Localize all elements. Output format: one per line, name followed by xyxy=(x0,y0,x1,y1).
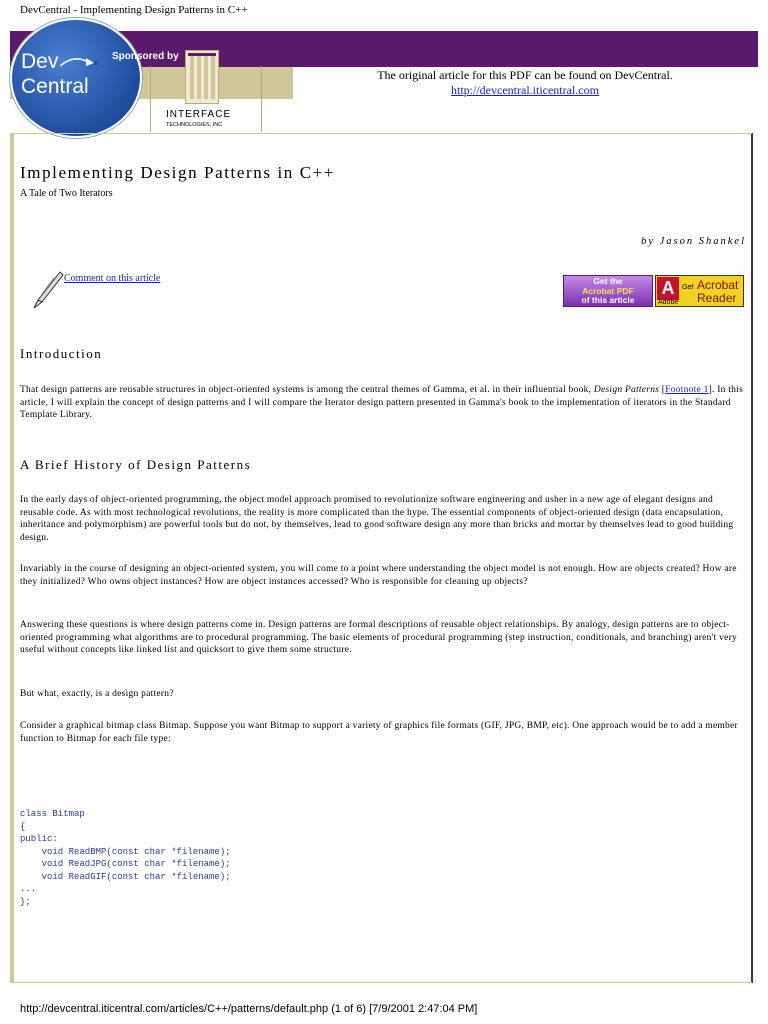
section-heading-history: A Brief History of Design Patterns xyxy=(20,457,252,472)
intro-text-a: That design patterns are reusable structures in object-oriented systems is among the central themes of Gamma, et al. in their influential book, xyxy=(20,385,592,395)
adobe-icon: A xyxy=(657,277,679,300)
sponsor-name: INTERFACE xyxy=(166,109,232,120)
get-label: Get xyxy=(682,284,694,291)
section-heading-introduction: Introduction xyxy=(20,346,103,361)
history-paragraph-3: Answering these questions is where design patterns come in. Design patterns are formal descriptions of reusable object relationships. By analogy, design patterns are to object-oriented programming what algorithms are to procedural programming. The basic elements of procedural programming (step instruction, conditionals, and branching) aren't very useful without concepts like linked list and quicksort to give them some structure. xyxy=(20,620,737,656)
intro-paragraph: That design patterns are reusable structures in object-oriented systems is among the central themes of Gamma, et al. in their influential book, Design Patterns [Footnote 1]. In this article, I will explain the concept of design patterns and I will compare the Iterator design pattern presented in Gamma's book to the implementation of iterators in the Standard Template Library. xyxy=(20,385,744,421)
original-article-link[interactable]: http://devcentral.iticentral.com xyxy=(451,83,599,97)
arrow-icon xyxy=(60,56,100,70)
comment-link[interactable]: Comment on this article xyxy=(64,273,161,284)
book-title: Design Patterns xyxy=(593,385,660,395)
pdf-badge-line3: of this article xyxy=(581,295,635,305)
pen-icon[interactable] xyxy=(30,270,64,310)
sponsor-subtitle: TECHNOLOGIES, INC xyxy=(166,122,223,128)
acrobat-label: Acrobat xyxy=(697,278,739,292)
header-divider xyxy=(14,133,752,134)
original-article-note xyxy=(300,68,750,98)
logo-text-central: Central xyxy=(21,75,89,98)
article-title: Implementing Design Patterns in C++ xyxy=(20,163,336,182)
article-byline: by Jason Shankel xyxy=(641,236,746,247)
print-footer: http://devcentral.iticentral.com/articles/C++/patterns/default.php (1 of 6) [7/9/2001 2:47:04 PM] xyxy=(20,1003,478,1015)
history-paragraph-1: In the early days of object-oriented programming, the object model approach promised to revolutionize software engineering and usher in a new age of elegant designs and reusable code. As with most technological revolutions, the reality is more complicated than the hype. The essential components of object-oriented design (data encapsulation, inheritance and polymorphism) are powerful tools but do not, by themselves, lead to good software design any more than bricks and mortar by themselves lead to good building design. xyxy=(20,495,734,543)
footnote-link[interactable]: Footnote 1 xyxy=(665,385,709,395)
intro-text-b: ]. In this article, I will explain the concept of design patterns and I will compare the Iterator design pattern presented in Gamma's book to the implementation of iterators in the Standard Template Library. xyxy=(20,385,744,421)
right-rail xyxy=(751,133,753,983)
code-sample: class Bitmap { public: void ReadBMP(const char *filename); void ReadJPG(const char *filename); void ReadGIF(const char *filename); ... }; xyxy=(20,809,231,907)
footer-divider xyxy=(14,982,752,983)
pdf-badge-line2: Acrobat PDF xyxy=(582,285,634,296)
left-rail xyxy=(10,133,14,983)
article-subtitle: A Tale of Two Iterators xyxy=(20,188,113,199)
pdf-badge-line1: Get the xyxy=(593,276,623,286)
logo-text-dev: Dev xyxy=(21,50,59,73)
iti-logo-icon[interactable] xyxy=(185,50,219,104)
get-acrobat-reader-button[interactable] xyxy=(655,275,744,307)
print-header: DevCentral - Implementing Design Patterns in C++ xyxy=(20,4,248,16)
get-pdf-button[interactable] xyxy=(563,275,653,307)
sponsored-by-label: Sponsored by xyxy=(112,51,179,62)
history-paragraph-5: Consider a graphical bitmap class Bitmap. Suppose you want Bitmap to support a variety of graphics file formats (GIF, JPG, BMP, etc). One approach would be to add a member function to Bitmap for each file type: xyxy=(20,721,738,744)
reader-label: Reader xyxy=(697,291,737,305)
adobe-label: Adobe xyxy=(658,299,679,306)
original-note-text: The original article for this PDF can be found on DevCentral. xyxy=(377,68,673,82)
history-paragraph-4: But what, exactly, is a design pattern? xyxy=(20,689,174,699)
history-paragraph-2: Invariably in the course of designing an object-oriented system, you will come to a point where understanding the object model is not enough. How are objects created? How are they initialized? Who owns object instances? How are object instances accessed? Who is responsible for cleaning up objects? xyxy=(20,564,737,587)
